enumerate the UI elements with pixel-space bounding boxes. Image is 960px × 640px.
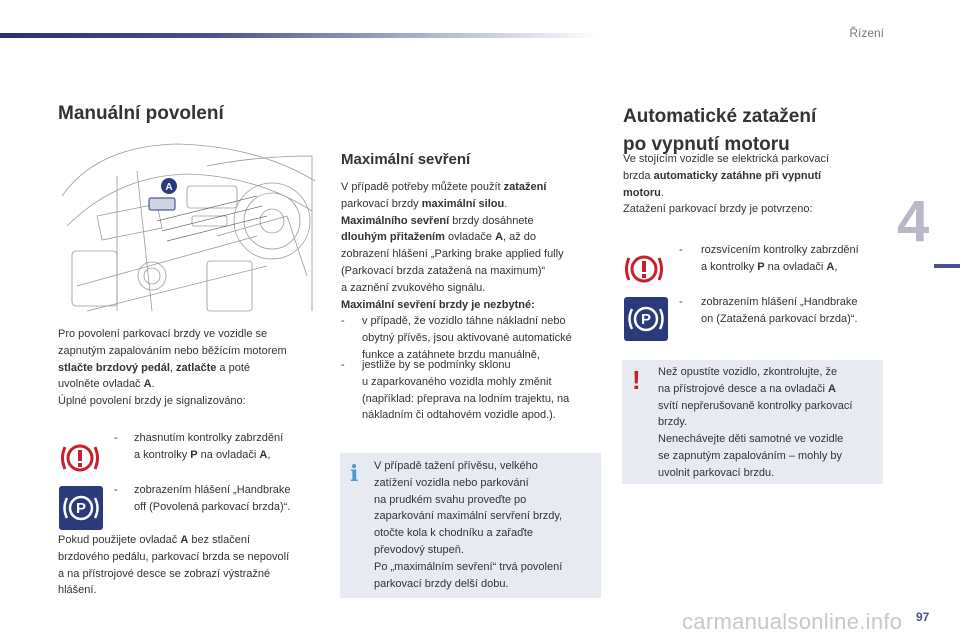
line: dlouhým přitažením ovladače A, až do [341,231,537,244]
info-text: V případě tažení přívěsu, velkého zatížení vozidla nebo parkování na prudkém svahu proveďte po zaparkování maximální servření brzdy, otočte kola k chodníku a zařaďte převodový stupeň. Po „maximálním sevření“ trvá povolení parkovací brzdy delší dobu. [374,460,563,590]
line: Pokud použijete ovladač A bez stlačení [58,534,251,546]
line: brzdového pedálu, parkovací brzda se nepovolí [58,550,290,563]
left-warning-paragraph [58,532,333,599]
right-body [623,151,888,218]
line: uvolněte ovladač A. [58,378,155,391]
svg-text:P: P [75,500,87,517]
svg-text:P: P [640,311,652,328]
info-box [340,453,601,598]
line: Maximální sevření brzdy je nezbytné: [341,298,535,311]
line: (Parkovací brzda zatažená na maximum)“ [341,264,546,277]
left-intro-paragraph [58,326,328,410]
line: V případě potřeby můžete použít zatažení [341,181,547,193]
line: a zaznění zvukového signálu. [341,281,486,294]
chapter-number: 4 [897,189,930,254]
line: hlášení. [58,584,97,597]
line: zobrazení hlášení „Parking brake applied fully [341,248,564,261]
exclamation-icon: ! [632,365,641,395]
parking-p-icon [59,486,103,530]
line: motoru. [623,186,664,199]
note-text: Než opustíte vozidlo, zkontrolujte, že na přístrojové desce a na ovladači A svítí nepřerušovaně kontrolky parkovací brzdy. Nenechávejte děti samotné ve vozidle se zapnutým zapalováním – mohly by uvolnit parkovací brzdu. [658,366,853,479]
right-title: Automatické zatažení po vypnutí motoru [623,106,817,155]
section-title: Řízení [849,26,884,40]
left-title: Manuální povolení [58,103,224,124]
callout-a-label: A [165,182,173,193]
line: stlačte brzdový pedál, zatlačte a poté [58,361,250,374]
warning-note-box [622,360,883,484]
line: parkovací brzdy maximální silou. [341,197,508,210]
info-icon: i [350,461,359,487]
page-number: 97 [916,610,930,624]
brake-warning-icon [623,248,665,290]
line: Ve stojícím vozidle se elektrická parkovací [623,153,830,165]
parking-p-icon [624,297,668,341]
brake-warning-icon [59,437,101,479]
middle-body [341,179,611,313]
middle-title: Maximální sevření [341,151,471,168]
line: brzda automaticky zatáhne při vypnutí [623,169,822,182]
chapter-tab [934,264,960,268]
line: zapnutým zapalováním nebo běžícím motorem [58,344,287,357]
console-illustration [57,136,319,316]
line: Úplné povolení brzdy je signalizováno: [58,395,246,408]
watermark: carmanualsonline.info [682,609,903,634]
line: Pro povolení parkovací brzdy ve vozidle se [58,328,268,340]
line: Maximálního sevření brzdy dosáhnete [341,214,534,227]
line: a na přístrojové desce se zobrazí výstražné [58,567,271,580]
header-gradient-bar [0,33,600,38]
line: Zatažení parkovací brzdy je potvrzeno: [623,203,813,216]
